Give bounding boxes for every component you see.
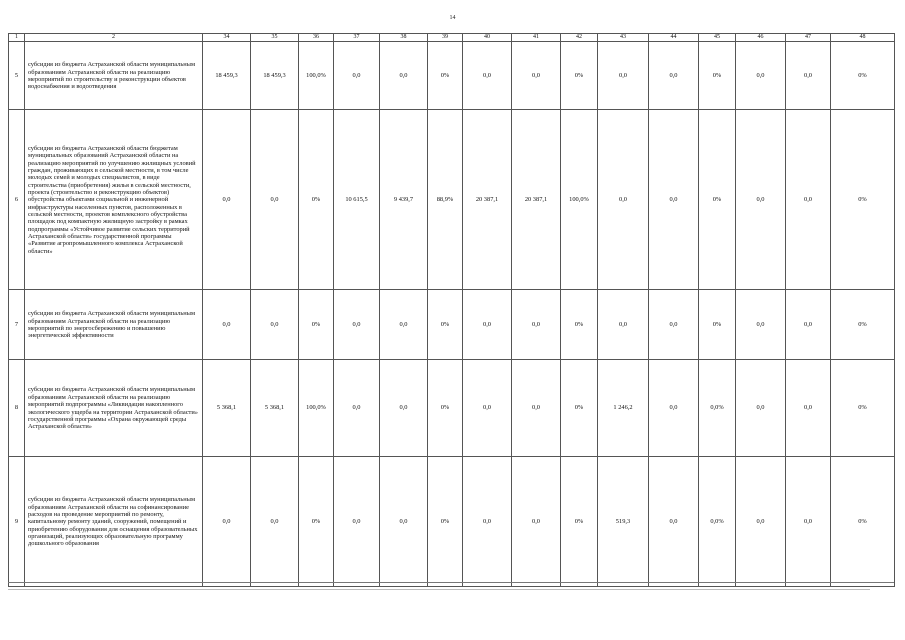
value-cell: 0%: [428, 290, 463, 360]
header-cell: 45: [699, 34, 736, 42]
value-cell: 0,0: [512, 457, 561, 587]
value-cell: 0,0: [786, 110, 831, 290]
value-cell: 0,0: [786, 42, 831, 110]
header-cell: 41: [512, 34, 561, 42]
value-cell: 0,0: [649, 110, 699, 290]
value-cell: 0,0: [463, 360, 512, 457]
header-cell: 44: [649, 34, 699, 42]
value-cell: 9 439,7: [380, 110, 428, 290]
value-cell: 0,0: [463, 42, 512, 110]
value-cell: 0,0: [512, 42, 561, 110]
value-cell: 0%: [428, 360, 463, 457]
value-cell: 0%: [299, 290, 334, 360]
value-cell: 0%: [561, 360, 598, 457]
value-cell: 0,0: [736, 110, 786, 290]
value-cell: 0,0: [512, 360, 561, 457]
value-cell: 0,0: [736, 457, 786, 587]
header-cell: 42: [561, 34, 598, 42]
value-cell: 0%: [831, 110, 895, 290]
header-cell: 48: [831, 34, 895, 42]
value-cell: 0%: [561, 42, 598, 110]
value-cell: 0%: [428, 457, 463, 587]
header-row: [9, 34, 895, 42]
value-cell: 0,0: [334, 42, 380, 110]
value-cell: 0,0: [251, 290, 299, 360]
row-description: субсидия из бюджета Астраханской области бюджетам муниципальных образований Астраханской области на реализацию мероприятий по улучшению жилищных условий граждан, проживающих в сельской местности, в том числе молодых семей и молодых специалистов, в виде строительства (приобретения) жилья в сельской местности, проекта (строительство и реконструкцию объектов) обустройства объектами социальной и инженерной инфраструктуры населенных пунктов, расположенных в сельской местности, проектов комплексного обустройства площадок под компактную жилищную застройку в рамках подпрограммы «Устойчивое развитие сельских территорий Астраханской области» государственной программы «Развитие агропромышленного комплекса Астраханской области»: [25, 110, 203, 290]
value-cell: 20 387,1: [463, 110, 512, 290]
row-number: 5: [9, 42, 25, 110]
row-number: 6: [9, 110, 25, 290]
value-cell: 0,0: [598, 42, 649, 110]
value-cell: 100,0%: [299, 360, 334, 457]
value-cell: 0%: [299, 110, 334, 290]
value-cell: 0,0: [512, 290, 561, 360]
header-cell: 47: [786, 34, 831, 42]
value-cell: 88,9%: [428, 110, 463, 290]
value-cell: 0,0: [334, 457, 380, 587]
value-cell: 0,0: [786, 457, 831, 587]
value-cell: 0,0: [203, 457, 251, 587]
value-cell: 0,0: [736, 360, 786, 457]
value-cell: 5 368,1: [203, 360, 251, 457]
header-cell: 39: [428, 34, 463, 42]
value-cell: 18 459,3: [203, 42, 251, 110]
value-cell: 0%: [561, 457, 598, 587]
value-cell: 0,0: [380, 457, 428, 587]
value-cell: 0,0: [598, 110, 649, 290]
row-description: субсидия из бюджета Астраханской области муниципальным образованиям Астраханской области на реализацию мероприятий по энергосбережению и повышению энергетической эффективности: [25, 290, 203, 360]
value-cell: 0,0: [786, 290, 831, 360]
value-cell: 0,0: [649, 360, 699, 457]
header-cell: 37: [334, 34, 380, 42]
row-number: 9: [9, 457, 25, 587]
page-number: 14: [449, 15, 456, 21]
value-cell: 0,0: [736, 290, 786, 360]
value-cell: 0,0: [203, 110, 251, 290]
table-row: [9, 360, 895, 457]
value-cell: 0,0: [334, 290, 380, 360]
header-cell: 43: [598, 34, 649, 42]
header-cell: 46: [736, 34, 786, 42]
header-cell: 34: [203, 34, 251, 42]
report-table: [8, 33, 895, 587]
row-description: субсидия из бюджета Астраханской области муниципальным образованиям Астраханской области на реализацию мероприятий по строительству и реконструкции объектов водоснабжения и водоотведения: [25, 42, 203, 110]
value-cell: 0%: [831, 360, 895, 457]
value-cell: 10 615,5: [334, 110, 380, 290]
table-bottom-rule: [8, 582, 894, 583]
value-cell: 0,0: [736, 42, 786, 110]
value-cell: 0,0: [463, 290, 512, 360]
value-cell: 5 368,1: [251, 360, 299, 457]
header-cell: 2: [25, 34, 203, 42]
value-cell: 1 246,2: [598, 360, 649, 457]
header-cell: 40: [463, 34, 512, 42]
header-cell: 1: [9, 34, 25, 42]
value-cell: 519,3: [598, 457, 649, 587]
row-number: 8: [9, 360, 25, 457]
value-cell: 0,0: [649, 457, 699, 587]
value-cell: 0,0: [649, 42, 699, 110]
value-cell: 18 459,3: [251, 42, 299, 110]
value-cell: 0,0: [203, 290, 251, 360]
value-cell: 0,0: [380, 360, 428, 457]
value-cell: 0%: [299, 457, 334, 587]
value-cell: 20 387,1: [512, 110, 561, 290]
value-cell: 0%: [699, 42, 736, 110]
table-bottom-rule-secondary: [8, 589, 870, 590]
value-cell: 0%: [831, 290, 895, 360]
value-cell: 0,0: [251, 457, 299, 587]
value-cell: 0,0: [463, 457, 512, 587]
header-cell: 35: [251, 34, 299, 42]
table-row: [9, 290, 895, 360]
value-cell: 0%: [831, 42, 895, 110]
row-description: субсидия из бюджета Астраханской области муниципальным образованиям Астраханской области на реализацию мероприятий подпрограммы «Ликвидация накопленного экологического ущерба на территории Астраханской области» государственной программы «Охрана окружающей среды Астраханской области»: [25, 360, 203, 457]
value-cell: 0,0: [786, 360, 831, 457]
value-cell: 0%: [561, 290, 598, 360]
row-description: субсидия из бюджета Астраханской области муниципальным образованиям Астраханской области на софинансирование расходов на проведение мероприятий по ремонту, капитальному ремонту зданий, сооружений, помещений и приобретению оборудования для оснащения образовательных организаций, реализующих образовательную программу дошкольного образования: [25, 457, 203, 587]
value-cell: 100,0%: [299, 42, 334, 110]
value-cell: 0,0: [649, 290, 699, 360]
row-number: 7: [9, 290, 25, 360]
value-cell: 0,0%: [699, 457, 736, 587]
header-cell: 36: [299, 34, 334, 42]
table-row: [9, 457, 895, 587]
value-cell: 0,0: [598, 290, 649, 360]
table-row: [9, 110, 895, 290]
value-cell: 0%: [699, 290, 736, 360]
header-cell: 38: [380, 34, 428, 42]
value-cell: 0%: [699, 110, 736, 290]
value-cell: 0,0%: [699, 360, 736, 457]
value-cell: 0,0: [380, 290, 428, 360]
value-cell: 0%: [831, 457, 895, 587]
value-cell: 0,0: [334, 360, 380, 457]
value-cell: 100,0%: [561, 110, 598, 290]
table-row: [9, 42, 895, 110]
value-cell: 0,0: [251, 110, 299, 290]
value-cell: 0,0: [380, 42, 428, 110]
value-cell: 0%: [428, 42, 463, 110]
table-body: [9, 34, 895, 587]
